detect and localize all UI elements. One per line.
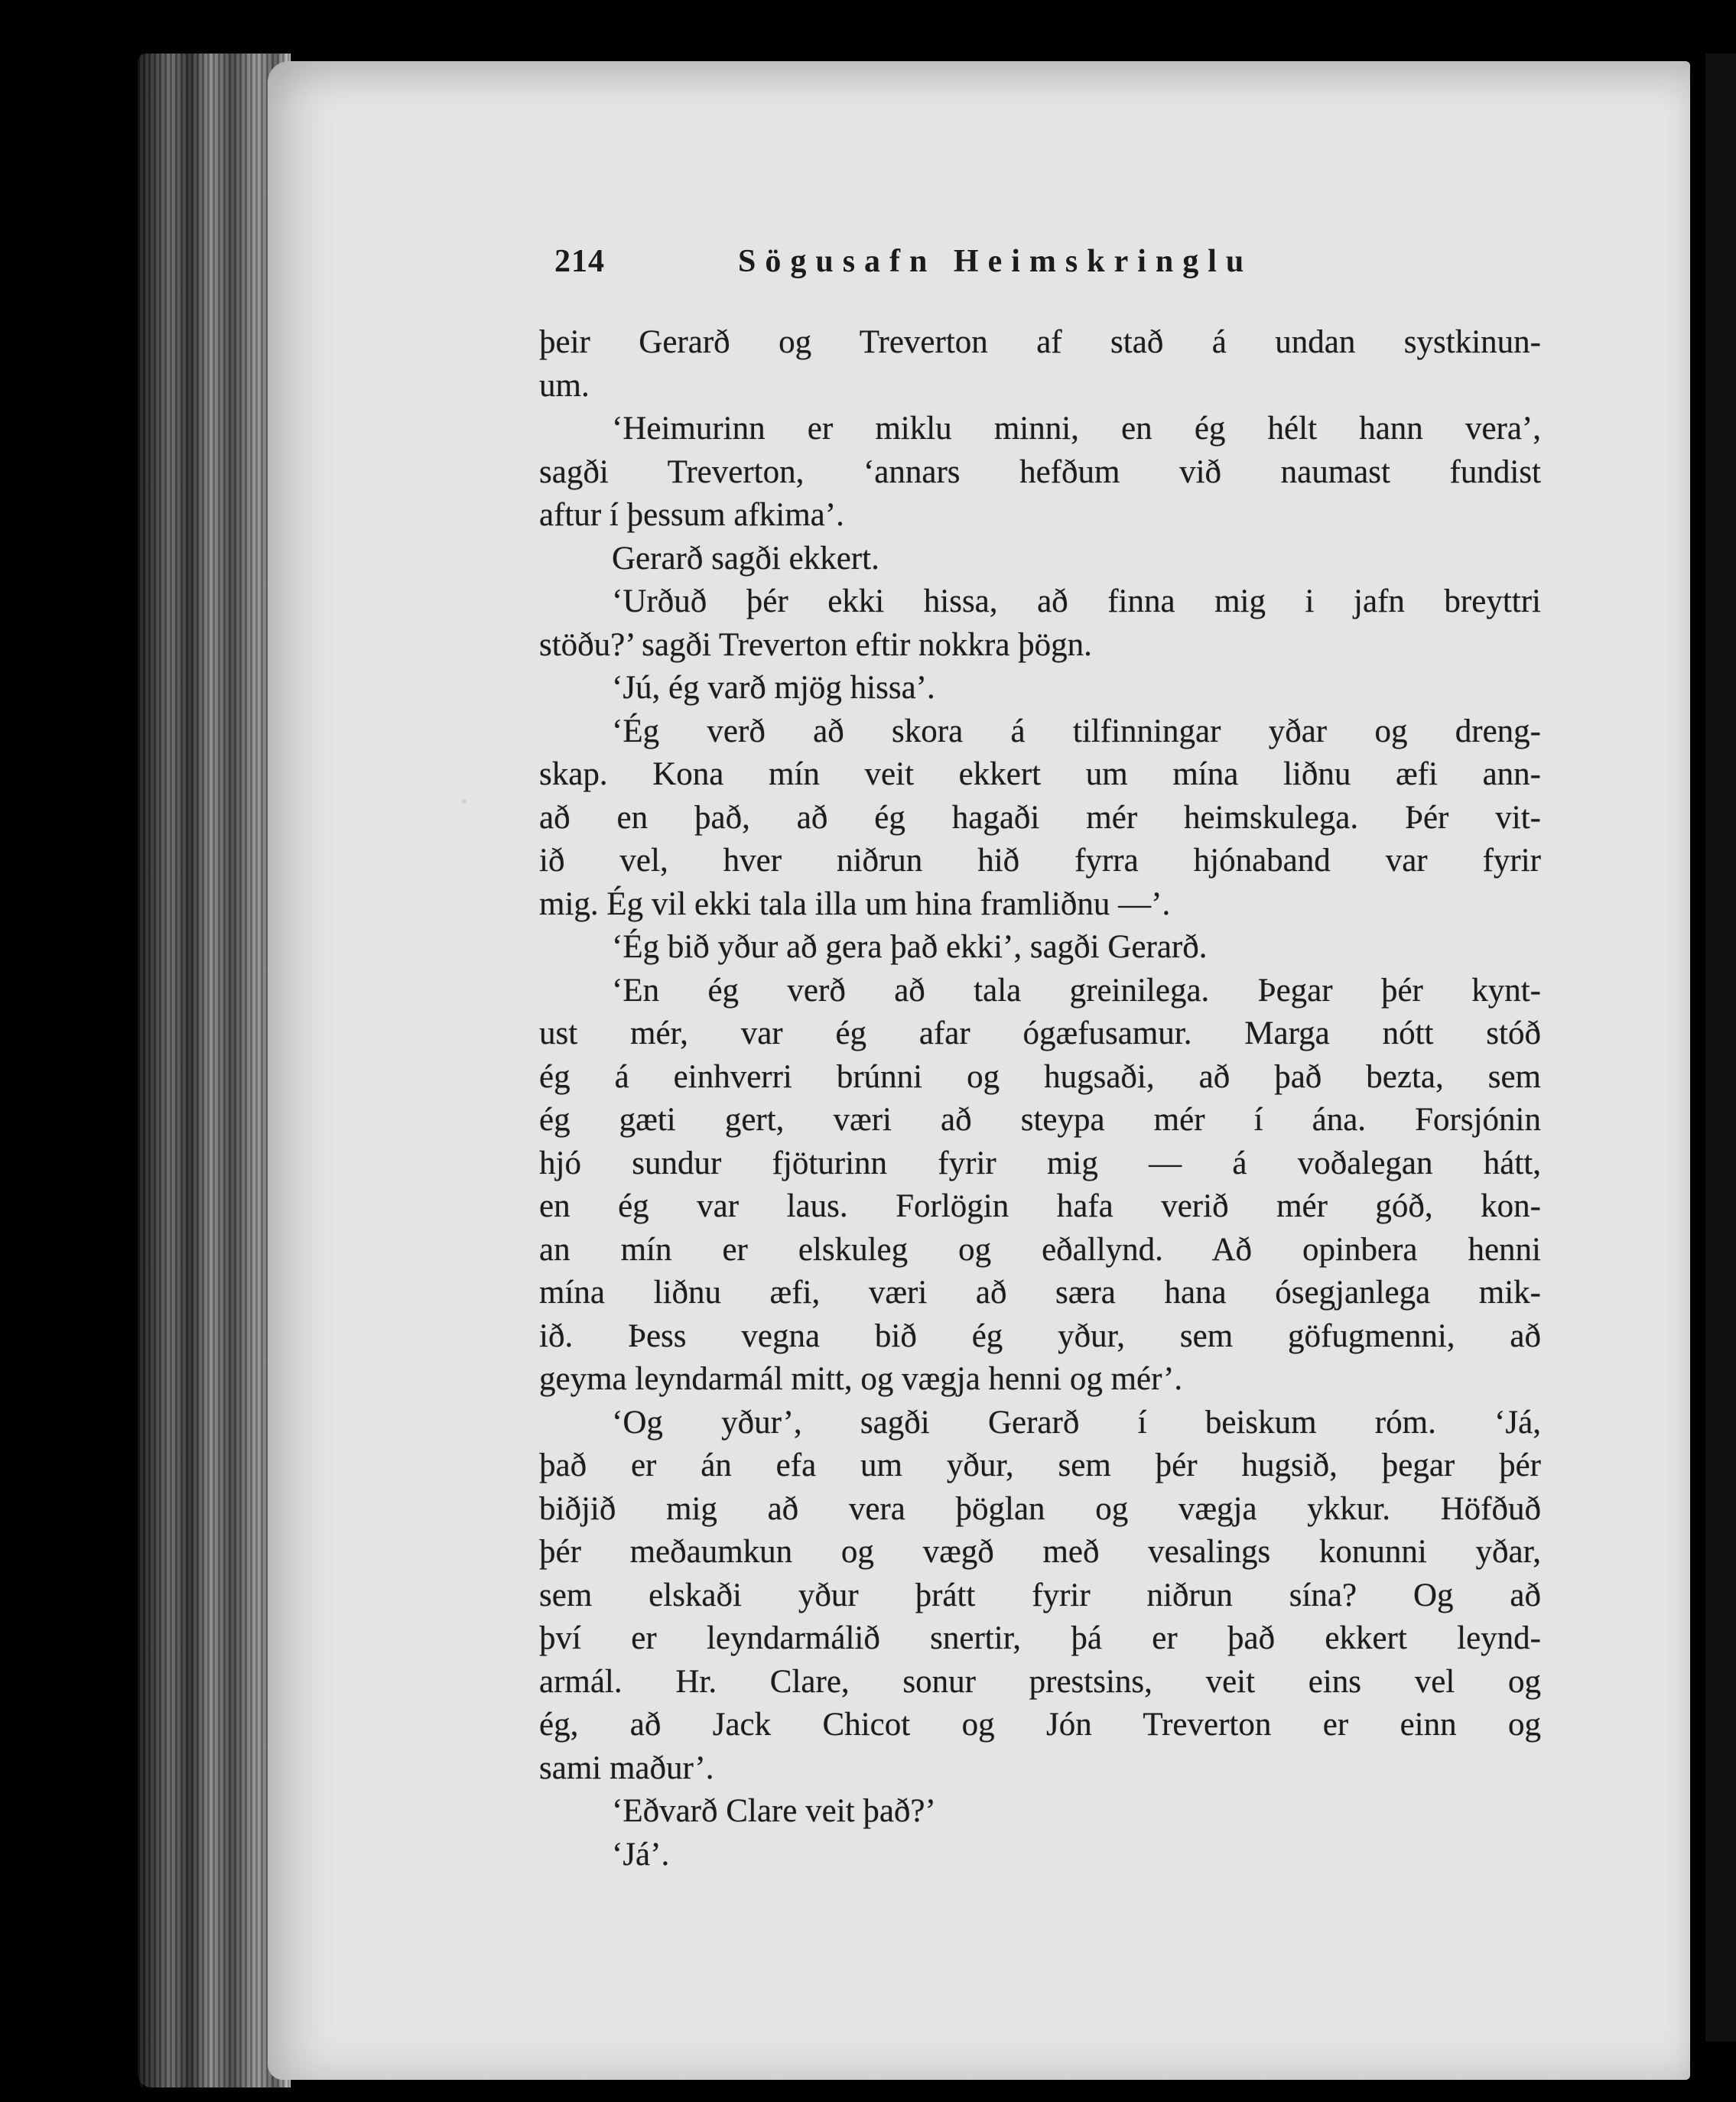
text-line: ust mér, var ég afar ógæfusamur. Marga nótt stóð [539, 1015, 1541, 1051]
text-line: ég, að Jack Chicot og Jón Treverton er einn og [539, 1707, 1541, 1743]
text-line: hjó sundur fjöturinn fyrir mig — á voðalegan hátt, [539, 1145, 1541, 1181]
page-header [554, 243, 1396, 289]
text-line: ‘Já’. [612, 1836, 670, 1873]
text-line: ‘Ég bið yður að gera það ekki’, sagði Gerarð. [612, 929, 1208, 965]
page-number: 214 [554, 244, 605, 279]
text-line: sami maður’. [539, 1750, 714, 1786]
text-line: en ég var laus. Forlögin hafa verið mér góð, kon- [539, 1188, 1541, 1224]
text-line: að en það, að ég hagaði mér heimskulega. Þér vit- [539, 799, 1541, 836]
text-line: sem elskaði yður þrátt fyrir niðrun sína? Og að [539, 1577, 1541, 1613]
facing-page-edge [1705, 54, 1736, 2042]
text-line: mig. Ég vil ekki tala illa um hina framliðnu —’. [539, 885, 1171, 922]
text-line: það er án efa um yður, sem þér hugsið, þegar þér [539, 1447, 1541, 1483]
text-line: aftur í þessum afkima’. [539, 497, 844, 533]
dust-speck [462, 799, 467, 804]
text-line: ið. Þess vegna bið ég yður, sem göfugmenni, að [539, 1317, 1541, 1354]
text-line: ég á einhverri brúnni og hugsaði, að það bezta, sem [539, 1058, 1541, 1095]
text-line: ‘Ég verð að skora á tilfinningar yðar og dreng- [612, 713, 1541, 749]
text-line: Gerarð sagði ekkert. [612, 540, 879, 577]
text-line: biðjið mig að vera þöglan og vægja ykkur. Höfðuð [539, 1490, 1541, 1527]
body-text [539, 321, 1541, 1876]
running-title: Sögusafn Heimskringlu [738, 244, 1253, 279]
text-line: ‘Og yður’, sagði Gerarð í beiskum róm. ‘Já, [612, 1404, 1541, 1441]
text-line: ‘Urðuð þér ekki hissa, að finna mig i jafn breyttri [612, 583, 1541, 619]
text-line: geyma leyndarmál mitt, og vægja henni og mér’. [539, 1361, 1183, 1397]
text-line: þeir Gerarð og Treverton af stað á undan systkinun- [539, 324, 1541, 360]
text-line: mína liðnu æfi, væri að særa hana ósegjanlega mik- [539, 1275, 1541, 1311]
text-line: armál. Hr. Clare, sonur prestsins, veit eins vel og [539, 1663, 1541, 1700]
text-line: ‘Heimurinn er miklu minni, en ég hélt hann vera’, [612, 411, 1541, 447]
text-line: ‘Jú, ég varð mjög hissa’. [612, 670, 935, 706]
text-line: an mín er elskuleg og eðallynd. Að opinbera henni [539, 1231, 1541, 1268]
text-line: sagði Treverton, ‘annars hefðum við naumast fundist [539, 453, 1541, 490]
text-line: ‘Eðvarð Clare veit það?’ [612, 1793, 936, 1829]
text-line: stöðu?’ sagði Treverton eftir nokkra þögn. [539, 626, 1092, 663]
text-line: skap. Kona mín veit ekkert um mína liðnu æfi ann- [539, 756, 1541, 792]
text-line: um. [539, 367, 590, 404]
text-line: ið vel, hver niðrun hið fyrra hjónaband var fyrir [539, 843, 1541, 879]
text-line: því er leyndarmálið snertir, þá er það ekkert leynd- [539, 1620, 1541, 1656]
text-line: ‘En ég verð að tala greinilega. Þegar þér kynt- [612, 972, 1541, 1009]
text-line: þér meðaumkun og vægð með vesalings konunni yðar, [539, 1534, 1541, 1570]
text-line: ég gæti gert, væri að steypa mér í ána. Forsjónin [539, 1102, 1541, 1138]
